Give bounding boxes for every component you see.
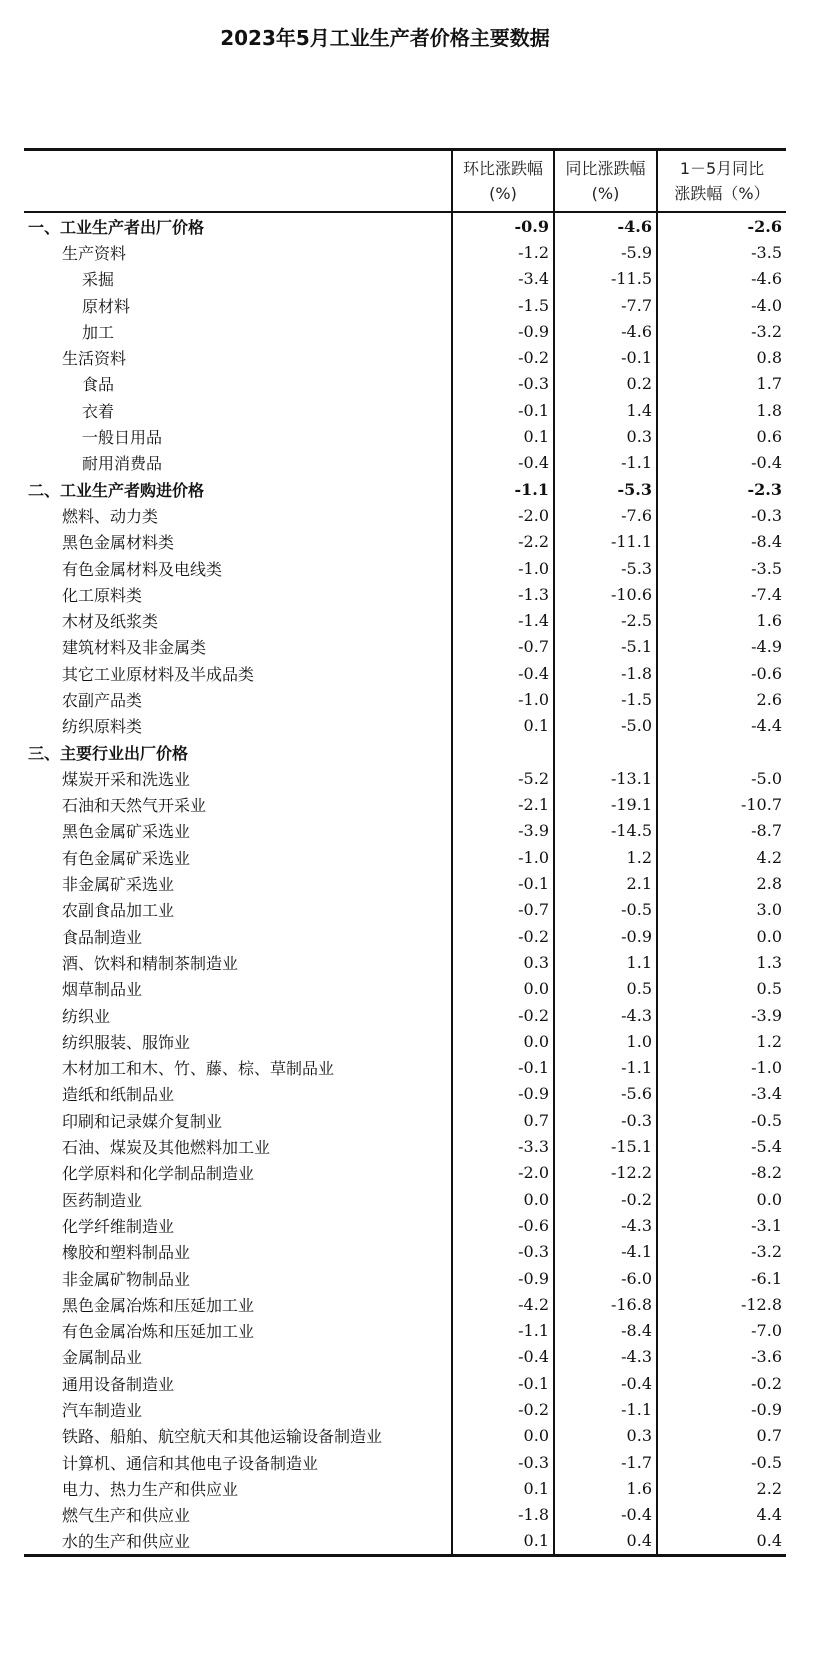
header-mom-line2: (%) — [489, 184, 517, 203]
table-row — [24, 1107, 786, 1133]
row-ytd-value: -3.2 — [657, 318, 786, 344]
row-label: 耐用消费品 — [82, 454, 163, 474]
row-yoy-value: -0.3 — [554, 1107, 657, 1133]
table-row — [24, 1344, 786, 1370]
row-yoy-value: -4.6 — [554, 318, 657, 344]
table-row — [24, 502, 786, 528]
table-row — [24, 713, 786, 739]
row-ytd-value: -10.7 — [657, 792, 786, 818]
header-yoy-line2: (%) — [591, 184, 620, 203]
table-row — [24, 344, 786, 370]
row-mom-value: -0.9 — [452, 1265, 554, 1291]
table-row — [24, 212, 786, 239]
table-row — [24, 976, 786, 1002]
row-mom-value: -1.4 — [452, 607, 554, 633]
row-label: 金属制品业 — [62, 1348, 143, 1368]
table-row — [24, 292, 786, 318]
table-row — [24, 239, 786, 265]
row-mom-value: -0.1 — [452, 397, 554, 423]
row-mom-value: -4.2 — [452, 1291, 554, 1317]
row-mom-value: -0.4 — [452, 1344, 554, 1370]
row-yoy-value — [554, 739, 657, 765]
row-ytd-value: 4.2 — [657, 844, 786, 870]
row-label: 燃料、动力类 — [62, 506, 159, 526]
table-row — [24, 1186, 786, 1212]
row-mom-value: -0.1 — [452, 870, 554, 896]
table-row — [24, 397, 786, 423]
row-label: 非金属矿采选业 — [62, 875, 175, 895]
row-yoy-value: -4.3 — [554, 1212, 657, 1238]
row-mom-value: -2.2 — [452, 529, 554, 555]
row-mom-value: -0.1 — [452, 1370, 554, 1396]
row-yoy-value: 1.1 — [554, 949, 657, 975]
row-ytd-value: -3.1 — [657, 1212, 786, 1238]
row-mom-value: -3.3 — [452, 1133, 554, 1159]
row-ytd-value: 0.0 — [657, 1186, 786, 1212]
header-mom — [452, 150, 554, 213]
row-yoy-value: -19.1 — [554, 792, 657, 818]
row-label: 非金属矿物制品业 — [62, 1269, 191, 1289]
row-ytd-value: 2.6 — [657, 686, 786, 712]
row-mom-value: -3.9 — [452, 818, 554, 844]
table-row — [24, 923, 786, 949]
row-yoy-value: -0.4 — [554, 1502, 657, 1528]
row-label: 黑色金属冶炼和压延加工业 — [62, 1295, 255, 1315]
row-yoy-value: -1.1 — [554, 1396, 657, 1422]
row-ytd-value: -2.3 — [657, 476, 786, 502]
header-yoy-line1: 同比涨跌幅 — [565, 159, 646, 178]
row-label: 烟草制品业 — [62, 980, 143, 1000]
row-yoy-value: -6.0 — [554, 1265, 657, 1291]
table-row — [24, 1423, 786, 1449]
row-yoy-value: -5.6 — [554, 1081, 657, 1107]
table-row — [24, 1160, 786, 1186]
row-mom-value: 0.1 — [452, 1475, 554, 1501]
row-label: 食品制造业 — [62, 927, 143, 947]
table-row — [24, 371, 786, 397]
row-yoy-value: 1.0 — [554, 1028, 657, 1054]
row-label: 化工原料类 — [62, 585, 143, 605]
table-row — [24, 792, 786, 818]
table-row — [24, 529, 786, 555]
row-yoy-value: -5.3 — [554, 476, 657, 502]
row-mom-value: -0.1 — [452, 1055, 554, 1081]
row-ytd-value: -3.9 — [657, 1002, 786, 1028]
table-row — [24, 450, 786, 476]
row-yoy-value: -1.1 — [554, 1055, 657, 1081]
table-row — [24, 1265, 786, 1291]
row-yoy-value: 1.4 — [554, 397, 657, 423]
row-mom-value: -0.3 — [452, 1449, 554, 1475]
row-label: 木材加工和木、竹、藤、棕、草制品业 — [62, 1059, 335, 1079]
row-label: 化学纤维制造业 — [62, 1216, 175, 1236]
row-ytd-value: -0.9 — [657, 1396, 786, 1422]
row-mom-value: -1.1 — [452, 476, 554, 502]
row-ytd-value: -5.0 — [657, 765, 786, 791]
table-row — [24, 555, 786, 581]
row-label: 计算机、通信和其他电子设备制造业 — [62, 1453, 319, 1473]
row-yoy-value: -0.2 — [554, 1186, 657, 1212]
row-mom-value — [452, 739, 554, 765]
row-ytd-value: 0.4 — [657, 1528, 786, 1556]
row-mom-value: -0.7 — [452, 897, 554, 923]
row-ytd-value: -6.1 — [657, 1265, 786, 1291]
row-label: 原材料 — [82, 296, 131, 316]
row-ytd-value: -4.4 — [657, 713, 786, 739]
row-mom-value: 0.3 — [452, 949, 554, 975]
row-yoy-value: -2.5 — [554, 607, 657, 633]
row-yoy-value: 0.5 — [554, 976, 657, 1002]
row-ytd-value: 0.6 — [657, 423, 786, 449]
table-row — [24, 1133, 786, 1159]
row-mom-value: -3.4 — [452, 266, 554, 292]
header-blank — [24, 150, 452, 213]
row-label: 通用设备制造业 — [62, 1374, 175, 1394]
row-label: 纺织原料类 — [62, 717, 143, 737]
row-ytd-value: -0.6 — [657, 660, 786, 686]
row-label: 橡胶和塑料制品业 — [62, 1243, 191, 1263]
row-label: 石油和天然气开采业 — [62, 796, 207, 816]
row-mom-value: -1.1 — [452, 1317, 554, 1343]
row-ytd-value: 0.8 — [657, 344, 786, 370]
row-ytd-value: -0.3 — [657, 502, 786, 528]
row-label: 加工 — [82, 322, 115, 342]
row-label: 农副产品类 — [62, 690, 143, 710]
row-mom-value: -1.8 — [452, 1502, 554, 1528]
row-ytd-value: -2.6 — [657, 212, 786, 239]
table-row — [24, 266, 786, 292]
row-yoy-value: -5.3 — [554, 555, 657, 581]
table-row — [24, 1081, 786, 1107]
row-ytd-value: -0.5 — [657, 1449, 786, 1475]
table-row — [24, 1028, 786, 1054]
row-mom-value: -0.2 — [452, 344, 554, 370]
row-label: 一般日用品 — [82, 428, 163, 448]
row-ytd-value: -0.4 — [657, 450, 786, 476]
row-mom-value: -0.6 — [452, 1212, 554, 1238]
row-mom-value: 0.0 — [452, 1186, 554, 1212]
row-ytd-value: -4.9 — [657, 634, 786, 660]
row-ytd-value: -4.0 — [657, 292, 786, 318]
row-label: 黑色金属材料类 — [62, 533, 175, 553]
row-mom-value: -0.2 — [452, 1396, 554, 1422]
row-mom-value: 0.0 — [452, 1423, 554, 1449]
row-mom-value: -0.7 — [452, 634, 554, 660]
row-yoy-value: 0.3 — [554, 1423, 657, 1449]
row-yoy-value: -1.1 — [554, 450, 657, 476]
row-yoy-value: -1.7 — [554, 1449, 657, 1475]
row-ytd-value: 1.6 — [657, 607, 786, 633]
row-ytd-value: -12.8 — [657, 1291, 786, 1317]
row-mom-value: -0.3 — [452, 1239, 554, 1265]
row-label: 黑色金属矿采选业 — [62, 822, 191, 842]
row-ytd-value: 2.8 — [657, 870, 786, 896]
table-row — [24, 318, 786, 344]
row-yoy-value: -5.9 — [554, 239, 657, 265]
row-label: 水的生产和供应业 — [24, 1528, 452, 1556]
row-mom-value: 0.1 — [452, 423, 554, 449]
table-row — [24, 1055, 786, 1081]
row-ytd-value: -0.5 — [657, 1107, 786, 1133]
row-yoy-value: -4.3 — [554, 1344, 657, 1370]
row-label: 二、工业生产者购进价格 — [28, 480, 205, 500]
row-label: 三、主要行业出厂价格 — [28, 743, 189, 763]
table-row — [24, 1212, 786, 1238]
row-yoy-value: 0.2 — [554, 371, 657, 397]
row-label: 医药制造业 — [62, 1190, 143, 1210]
price-table — [24, 148, 786, 1557]
row-label: 化学原料和化学制品制造业 — [62, 1164, 255, 1184]
row-ytd-value: 4.4 — [657, 1502, 786, 1528]
row-ytd-value: -4.6 — [657, 266, 786, 292]
row-mom-value: 0.7 — [452, 1107, 554, 1133]
row-yoy-value: -16.8 — [554, 1291, 657, 1317]
table-row — [24, 1502, 786, 1528]
row-mom-value: -0.2 — [452, 1002, 554, 1028]
row-mom-value: 0.0 — [452, 976, 554, 1002]
header-ytd-line2: 涨跌幅（%） — [674, 184, 770, 203]
row-ytd-value: -3.4 — [657, 1081, 786, 1107]
table-row — [24, 844, 786, 870]
table-row — [24, 1370, 786, 1396]
row-yoy-value: -15.1 — [554, 1133, 657, 1159]
row-mom-value: -0.4 — [452, 660, 554, 686]
row-ytd-value: -8.2 — [657, 1160, 786, 1186]
row-ytd-value: -0.2 — [657, 1370, 786, 1396]
table-row — [24, 476, 786, 502]
row-yoy-value: -11.1 — [554, 529, 657, 555]
row-label: 燃气生产和供应业 — [62, 1506, 191, 1526]
row-ytd-value: 1.3 — [657, 949, 786, 975]
row-ytd-value: 1.8 — [657, 397, 786, 423]
row-mom-value: -5.2 — [452, 765, 554, 791]
row-ytd-value: 0.7 — [657, 1423, 786, 1449]
row-label: 生产资料 — [62, 243, 127, 263]
row-label: 造纸和纸制品业 — [62, 1085, 175, 1105]
row-yoy-value: -12.2 — [554, 1160, 657, 1186]
row-yoy-value: -0.9 — [554, 923, 657, 949]
row-mom-value: -0.9 — [452, 1081, 554, 1107]
table-row — [24, 818, 786, 844]
row-ytd-value: -8.4 — [657, 529, 786, 555]
row-mom-value: -2.0 — [452, 1160, 554, 1186]
row-label: 汽车制造业 — [62, 1401, 143, 1420]
row-ytd-value: -8.7 — [657, 818, 786, 844]
table-body — [24, 212, 786, 1556]
row-ytd-value: -5.4 — [657, 1133, 786, 1159]
row-label: 石油、煤炭及其他燃料加工业 — [62, 1138, 271, 1158]
table-row — [24, 739, 786, 765]
row-mom-value: -1.0 — [452, 555, 554, 581]
row-mom-value: -0.9 — [452, 318, 554, 344]
row-yoy-value: 2.1 — [554, 870, 657, 896]
row-label: 纺织业 — [62, 1006, 111, 1026]
row-yoy-value: -4.3 — [554, 1002, 657, 1028]
header-ytd — [657, 150, 786, 213]
table-row — [24, 949, 786, 975]
row-mom-value: 0.0 — [452, 1028, 554, 1054]
row-yoy-value: 0.4 — [554, 1528, 657, 1556]
row-label: 农副食品加工业 — [62, 901, 175, 921]
row-yoy-value: -7.6 — [554, 502, 657, 528]
row-label: 建筑材料及非金属类 — [62, 638, 207, 658]
table-row — [24, 1449, 786, 1475]
row-ytd-value: -7.0 — [657, 1317, 786, 1343]
row-yoy-value: -4.1 — [554, 1239, 657, 1265]
row-ytd-value: 0.0 — [657, 923, 786, 949]
table-row — [24, 1291, 786, 1317]
row-label: 酒、饮料和精制茶制造业 — [62, 953, 239, 973]
row-yoy-value: -0.1 — [554, 344, 657, 370]
row-mom-value: -0.3 — [452, 371, 554, 397]
row-yoy-value: -0.5 — [554, 897, 657, 923]
row-ytd-value: -1.0 — [657, 1055, 786, 1081]
row-label: 有色金属冶炼和压延加工业 — [62, 1322, 255, 1342]
row-ytd-value: 1.7 — [657, 371, 786, 397]
table-row — [24, 897, 786, 923]
row-yoy-value: -4.6 — [554, 212, 657, 239]
row-ytd-value: -3.6 — [657, 1344, 786, 1370]
row-mom-value: -1.2 — [452, 239, 554, 265]
row-label: 生活资料 — [62, 349, 127, 369]
row-ytd-value: -3.5 — [657, 239, 786, 265]
header-mom-line1: 环比涨跌幅 — [462, 159, 543, 178]
row-mom-value: -2.1 — [452, 792, 554, 818]
row-ytd-value: 2.2 — [657, 1475, 786, 1501]
row-label: 有色金属材料及电线类 — [62, 559, 223, 579]
row-mom-value: -0.4 — [452, 450, 554, 476]
row-yoy-value: -1.5 — [554, 686, 657, 712]
row-mom-value: -1.5 — [452, 292, 554, 318]
table-row — [24, 1475, 786, 1501]
header-ytd-line1: 1－5月同比 — [679, 159, 765, 178]
row-yoy-value: 0.3 — [554, 423, 657, 449]
row-mom-value: -1.0 — [452, 686, 554, 712]
table-row — [24, 686, 786, 712]
page-title: 2023年5月工业生产者价格主要数据 — [220, 26, 550, 50]
row-label: 有色金属矿采选业 — [62, 848, 191, 868]
row-ytd-value — [657, 739, 786, 765]
row-yoy-value: 1.6 — [554, 1475, 657, 1501]
row-mom-value: -2.0 — [452, 502, 554, 528]
table-row — [24, 1396, 786, 1422]
row-ytd-value: 0.5 — [657, 976, 786, 1002]
row-yoy-value: -1.8 — [554, 660, 657, 686]
row-mom-value: -0.9 — [452, 212, 554, 239]
row-ytd-value: -3.5 — [657, 555, 786, 581]
row-ytd-value: -3.2 — [657, 1239, 786, 1265]
data-table — [24, 148, 786, 1557]
row-ytd-value: -7.4 — [657, 581, 786, 607]
table-row — [24, 1317, 786, 1343]
row-yoy-value: -5.1 — [554, 634, 657, 660]
header-yoy — [554, 150, 657, 213]
row-yoy-value: -14.5 — [554, 818, 657, 844]
row-mom-value: 0.1 — [452, 713, 554, 739]
table-header — [24, 150, 786, 213]
row-label: 煤炭开采和洗选业 — [62, 769, 191, 789]
table-row — [24, 765, 786, 791]
row-yoy-value: -13.1 — [554, 765, 657, 791]
row-yoy-value: -11.5 — [554, 266, 657, 292]
table-row — [24, 1002, 786, 1028]
table-row — [24, 660, 786, 686]
row-label: 其它工业原材料及半成品类 — [62, 664, 255, 684]
row-label: 铁路、船舶、航空航天和其他运输设备制造业 — [62, 1427, 383, 1447]
row-label: 纺织服装、服饰业 — [62, 1032, 191, 1052]
table-row — [24, 870, 786, 896]
row-label: 采掘 — [82, 270, 115, 290]
row-label: 衣着 — [82, 401, 115, 421]
row-mom-value: -0.2 — [452, 923, 554, 949]
row-yoy-value: 1.2 — [554, 844, 657, 870]
table-row — [24, 1239, 786, 1265]
table-row — [24, 581, 786, 607]
row-label: 木材及纸浆类 — [62, 612, 159, 632]
row-label: 印刷和记录媒介复制业 — [62, 1111, 223, 1131]
table-row — [24, 1528, 786, 1556]
row-yoy-value: -0.4 — [554, 1370, 657, 1396]
row-mom-value: 0.1 — [452, 1528, 554, 1556]
table-row — [24, 423, 786, 449]
row-label: 电力、热力生产和供应业 — [62, 1479, 239, 1499]
row-ytd-value: 3.0 — [657, 897, 786, 923]
row-yoy-value: -8.4 — [554, 1317, 657, 1343]
table-row — [24, 607, 786, 633]
row-yoy-value: -10.6 — [554, 581, 657, 607]
row-yoy-value: -7.7 — [554, 292, 657, 318]
row-mom-value: -1.3 — [452, 581, 554, 607]
row-ytd-value: 1.2 — [657, 1028, 786, 1054]
row-mom-value: -1.0 — [452, 844, 554, 870]
row-label: 食品 — [82, 375, 115, 395]
row-label: 一、工业生产者出厂价格 — [28, 217, 205, 237]
row-yoy-value: -5.0 — [554, 713, 657, 739]
table-row — [24, 634, 786, 660]
